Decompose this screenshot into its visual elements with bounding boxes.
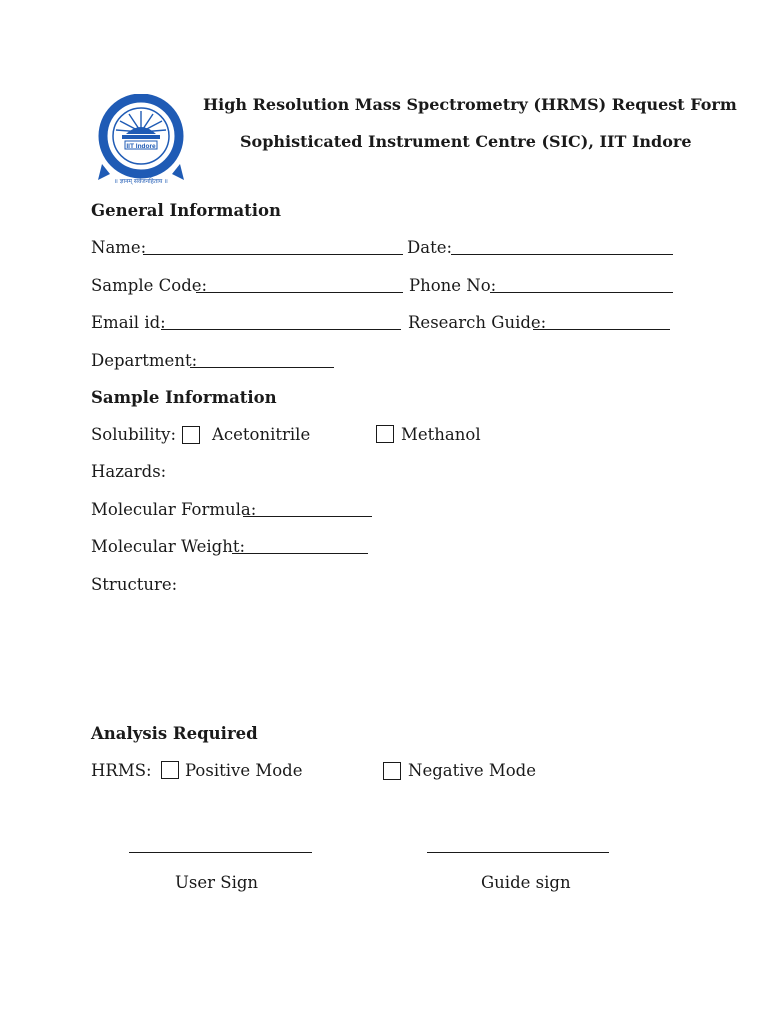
general-information-heading: General Information [91, 201, 282, 220]
molecular-weight-label: Molecular Weight: [91, 537, 246, 556]
sample-code-field[interactable] [196, 292, 403, 293]
analysis-required-heading: Analysis Required [91, 724, 258, 743]
methanol-label: Methanol [401, 425, 481, 444]
email-label: Email id: [91, 313, 166, 332]
molecular-weight-field[interactable] [232, 553, 368, 554]
sample-code-label: Sample Code: [91, 276, 208, 295]
hazards-label: Hazards: [91, 462, 167, 481]
phone-field[interactable] [490, 292, 673, 293]
email-field[interactable] [161, 329, 401, 330]
structure-label: Structure: [91, 575, 178, 594]
date-label: Date: [407, 238, 453, 257]
logo-motto: ॥ ज्ञानम् सर्वजनहिताय ॥ [114, 178, 168, 185]
form-subtitle: Sophisticated Instrument Centre (SIC), IIT Indore [240, 132, 692, 151]
logo-text: IIT Indore [126, 143, 156, 150]
guide-signature-line[interactable] [427, 852, 609, 853]
user-sign-label: User Sign [175, 873, 259, 892]
sample-information-heading: Sample Information [91, 388, 277, 407]
user-signature-line[interactable] [129, 852, 312, 853]
form-title: High Resolution Mass Spectrometry (HRMS) Request Form [203, 95, 737, 114]
department-field[interactable] [190, 367, 334, 368]
negative-mode-checkbox[interactable] [383, 762, 401, 780]
molecular-formula-label: Molecular Formula: [91, 500, 257, 519]
iit-indore-logo [96, 94, 186, 186]
acetonitrile-label: Acetonitrile [212, 425, 311, 444]
name-field[interactable] [143, 254, 403, 255]
research-guide-field[interactable] [533, 329, 670, 330]
solubility-label: Solubility: [91, 425, 177, 444]
research-guide-label: Research Guide: [408, 313, 547, 332]
acetonitrile-checkbox[interactable] [182, 426, 200, 444]
name-label: Name: [91, 238, 147, 257]
hrms-label: HRMS: [91, 761, 152, 780]
methanol-checkbox[interactable] [376, 425, 394, 443]
negative-mode-label: Negative Mode [408, 761, 536, 780]
date-field[interactable] [451, 254, 673, 255]
positive-mode-checkbox[interactable] [161, 761, 179, 779]
phone-label: Phone No: [409, 276, 497, 295]
department-label: Department: [91, 351, 198, 370]
molecular-formula-field[interactable] [243, 516, 372, 517]
guide-sign-label: Guide sign [481, 873, 571, 892]
positive-mode-label: Positive Mode [185, 761, 303, 780]
